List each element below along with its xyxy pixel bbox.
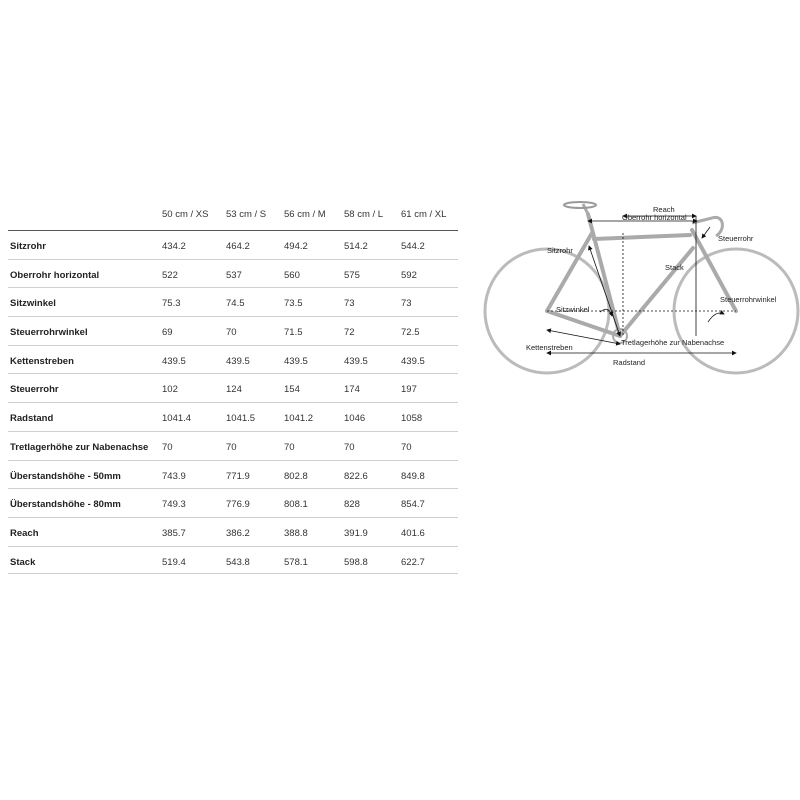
table-cell: 388.8: [284, 527, 308, 539]
seatpost: [583, 204, 588, 214]
table-cell: 494.2: [284, 241, 308, 252]
row-label: Stack: [10, 556, 36, 568]
table-cell: 70: [284, 441, 295, 453]
label-steuerrohr: Steuerrohr: [718, 234, 754, 243]
saddle: [564, 202, 596, 208]
sitzrohr-arrow: [589, 246, 620, 336]
row-label: Überstandshöhe - 80mm: [10, 499, 121, 511]
column-header-s: 53 cm / S: [226, 209, 267, 220]
table-cell: 598.8: [344, 556, 368, 568]
table-cell: 522: [162, 269, 178, 281]
column-header-xs: 50 cm / XS: [162, 209, 209, 220]
table-cell: 1041.4: [162, 413, 192, 425]
label-oberrohr: Oberrohr horizontal: [622, 213, 687, 222]
table-cell: 1058: [401, 413, 423, 425]
table-cell: 537: [226, 269, 242, 281]
table-row: [8, 373, 458, 402]
table-cell: 434.2: [162, 241, 186, 252]
row-label: Sitzrohr: [10, 241, 46, 252]
label-reach: Reach: [653, 205, 675, 214]
label-kettenstreben: Kettenstreben: [526, 343, 573, 352]
table-cell: 439.5: [401, 355, 425, 367]
label-tretlager: Tretlagerhöhe zur Nabenachse: [621, 338, 725, 347]
table-cell: 69: [162, 327, 173, 339]
row-label: Sitzwinkel: [10, 298, 56, 310]
row-label: Steuerrohrwinkel: [10, 327, 88, 339]
row-label: Überstandshöhe - 50mm: [10, 470, 121, 482]
table-row: [8, 488, 458, 517]
table-cell: 544.2: [401, 241, 425, 252]
table-cell: 439.5: [226, 355, 250, 367]
table-body: [8, 230, 458, 574]
row-label: Tretlagerhöhe zur Nabenachse: [10, 441, 149, 453]
label-sitzrohr: Sitzrohr: [547, 246, 573, 255]
table-row: [8, 316, 458, 345]
table-cell: 543.8: [226, 556, 250, 568]
column-header-l: 58 cm / L: [344, 209, 384, 220]
table-cell: 464.2: [226, 241, 250, 252]
table-cell: 560: [284, 269, 300, 281]
table-cell: 514.2: [344, 241, 368, 252]
table-cell: 749.3: [162, 499, 186, 511]
table-cell: 519.4: [162, 556, 186, 568]
table-cell: 1041.2: [284, 413, 314, 425]
table-row: [8, 517, 458, 546]
table-cell: 743.9: [162, 470, 186, 482]
table-row: [8, 287, 458, 316]
table-cell: 776.9: [226, 499, 250, 511]
bike-frame: [547, 214, 736, 336]
table-cell: 73: [344, 298, 355, 310]
table-row: [8, 402, 458, 431]
label-radstand: Radstand: [613, 358, 646, 367]
table-cell: 197: [401, 384, 417, 396]
table-cell: 70: [226, 441, 237, 453]
table-cell: 72.5: [401, 327, 420, 339]
table-cell: 1041.5: [226, 413, 256, 425]
table-cell: 802.8: [284, 470, 308, 482]
table-cell: 73: [401, 298, 412, 310]
table-row: [8, 259, 458, 288]
table-row: [8, 230, 458, 259]
table-cell: 439.5: [344, 355, 368, 367]
table-cell: 854.7: [401, 499, 425, 511]
label-sitzwinkel: Sitzwinkel: [556, 305, 590, 314]
table-cell: 385.7: [162, 527, 186, 539]
table-header-row: [8, 200, 458, 230]
table-cell: 386.2: [226, 527, 250, 539]
table-cell: 1046: [344, 413, 366, 425]
row-label: Radstand: [10, 413, 54, 425]
row-label: Kettenstreben: [10, 355, 74, 367]
row-label: Reach: [10, 527, 39, 539]
table-row: [8, 546, 458, 575]
table-cell: 391.9: [344, 527, 368, 539]
label-steuerrohrwinkel: Steuerrohrwinkel: [720, 295, 777, 304]
table-cell: 74.5: [226, 298, 245, 310]
table-row: [8, 345, 458, 374]
table-cell: 71.5: [284, 327, 303, 339]
table-cell: 70: [162, 441, 173, 453]
table-cell: 174: [344, 384, 360, 396]
steuerrohr-pointer: [702, 227, 710, 238]
table-cell: 70: [401, 441, 412, 453]
table-cell: 828: [344, 499, 360, 511]
stem: [692, 218, 712, 223]
table-cell: 575: [344, 269, 360, 281]
table-cell: 808.1: [284, 499, 308, 511]
column-header-m: 56 cm / M: [284, 209, 326, 220]
row-label: Oberrohr horizontal: [10, 269, 100, 281]
label-stack: Stack: [665, 263, 684, 272]
table-cell: 439.5: [162, 355, 186, 367]
geometry-table: [8, 200, 458, 574]
bike-geometry-diagram: [480, 190, 800, 390]
table-cell: 124: [226, 384, 242, 396]
column-header-xl: 61 cm / XL: [401, 209, 447, 220]
table-row: [8, 431, 458, 460]
table-cell: 439.5: [284, 355, 308, 367]
table-cell: 102: [162, 384, 178, 396]
table-cell: 154: [284, 384, 300, 396]
table-cell: 822.6: [344, 470, 368, 482]
table-row: [8, 460, 458, 489]
table-cell: 73.5: [284, 298, 303, 310]
table-cell: 849.8: [401, 470, 425, 482]
table-cell: 592: [401, 269, 417, 281]
table-cell: 72: [344, 327, 355, 339]
table-cell: 401.6: [401, 527, 425, 539]
table-cell: 70: [226, 327, 237, 339]
table-cell: 75.3: [162, 298, 181, 310]
table-cell: 70: [344, 441, 355, 453]
table-cell: 578.1: [284, 556, 308, 568]
table-cell: 622.7: [401, 556, 425, 568]
steuerrohrwinkel-arc: [708, 313, 724, 322]
row-label: Steuerrohr: [10, 384, 59, 396]
table-cell: 771.9: [226, 470, 250, 482]
